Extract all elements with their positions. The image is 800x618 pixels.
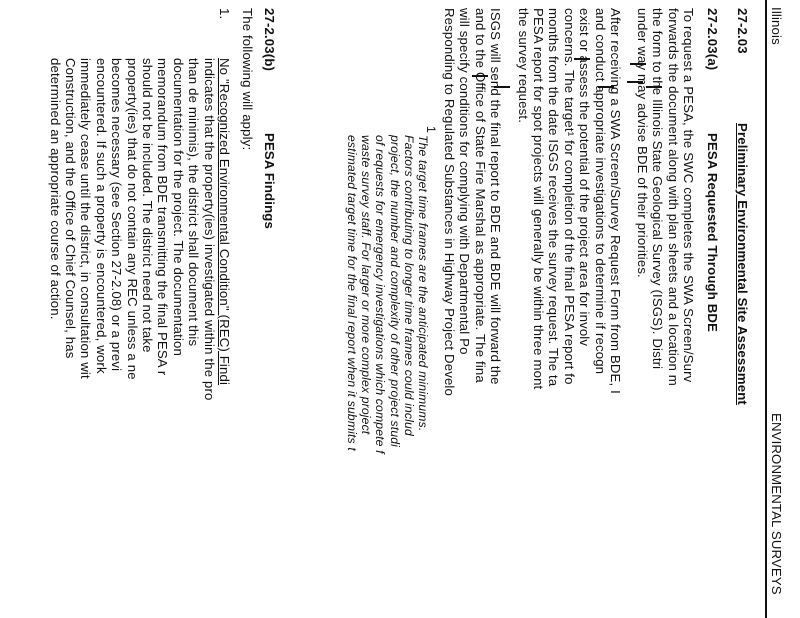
section-number: 27-2.03 [735,8,750,54]
paragraph-line: the form to the Illinois State Geological Survey (ISGS). Distri [650,8,666,370]
footnote-line: of requests for emergency investigations which compete f [373,135,388,454]
paragraph-line: under way may advise BDE of their priorities. [634,8,650,278]
section-title: Preliminary Environmental Site Assessment [735,123,750,405]
paragraph-request [634,8,696,386]
footnote-marker: 1 [424,126,438,133]
subsection-b-number: 27-2.03(b) [262,8,277,72]
list-item-line: determined an appropriate course of action. [47,58,63,320]
list-item-line: becomes necessary (see Section 27-2.08) or a previ [109,58,125,372]
paragraph-line: Responding to Regulated Substances in Highway Project Develo [441,8,457,396]
paragraph-line: and to the Office of State Fire Marshal as appropriate. The fina [472,8,488,383]
paragraph-line: To request a PESA, the SWC completes the SWA Screen/Surv [681,8,696,383]
paragraph-line: and conduct appropriate investigations to determine if recogn [592,8,608,375]
list-item-line: encountered. If such a property is encountered, work [93,58,109,374]
list-item-line: indicates that the property(ies) investigated within the pro [201,58,217,401]
list-item-line: property(ies) that do not contain any REC unless a ne [124,58,140,380]
subsection-b-intro: The following will apply: [240,8,255,151]
paragraph-final-report [441,8,503,396]
list-item-line: than de minimis), the district shall document this [186,58,202,347]
paragraph-line: months from the date ISGS receives the survey request. The ta [546,8,562,387]
paragraph-line: ISGS will send the final report to BDE and BDE will forward the [488,8,503,385]
paragraph-investigation [515,8,623,394]
list-item-line: memorandum from BDE transmitting the final PESA r [155,58,171,376]
footnote-line: Factors contributing to longer time frames could includ [401,135,416,436]
paragraph-line: will specify conditions for complying with Departmental Po [457,8,473,355]
subsection-b-title: PESA Findings [262,133,277,229]
paragraph-line: forwards the document along with plan sheets and a location m [665,8,681,386]
header-rule [766,0,768,618]
list-item-line: immediately cease until the district, in consultation wit [78,58,94,379]
list-item-lead: No "Recognized Environmental Condition" (REC) Findi [217,58,232,386]
list-item-line: should not be included. The district need not take [140,58,156,353]
list-marker: 1. [217,8,232,20]
footnote-line: estimated target time for the final report when it submits t [345,135,360,451]
paragraph-line: the survey request. [515,8,531,124]
footnote [345,135,430,454]
paragraph-line: PESA report for spot projects will generally be within three mont [531,8,547,390]
paragraph-line: After receiving a SWA Screen/Survey Request Form from BDE, I [608,8,623,394]
footnote-line: waste survey staff. For larger or more complex project [359,135,374,435]
paragraph-line: exist or assess the potential of the project area for involv [577,8,593,347]
list-item-line: Construction, and the Office of Chief Counsel, has [63,58,79,359]
header-right: ENVIRONMENTAL SURVEYS [769,413,784,595]
list-item-no-rec [47,58,232,401]
subsection-a-title: PESA Requested Through BDE [705,133,720,333]
subsection-a-number: 27-2.03(a) [705,8,720,71]
footnote-line: The target time frames are the anticipated minimums. [416,135,430,432]
header-left: Illinois [769,7,784,45]
list-item-line: documentation for the project. The documentation [170,58,186,356]
paragraph-line: concerns. The target¹ for completion of the final PESA report fo [561,8,577,385]
footnote-line: project, the number and complexity of other project studi [387,135,402,448]
